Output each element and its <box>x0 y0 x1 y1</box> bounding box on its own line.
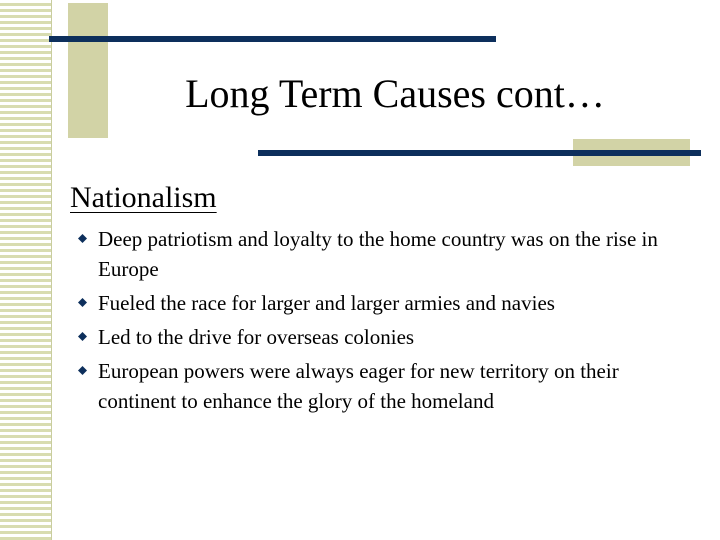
diamond-bullet-icon <box>78 234 87 243</box>
bullet-list <box>76 224 696 420</box>
bullet-text: Led to the drive for overseas colonies <box>98 325 415 349</box>
diamond-bullet-icon <box>78 366 87 375</box>
top-divider-rule <box>49 36 496 42</box>
bullet-item <box>76 322 696 352</box>
diamond-bullet-icon <box>78 298 87 307</box>
bullet-text: Deep patriotism and loyalty to the home country was on the rise in Europe <box>98 227 658 281</box>
bullet-text: Fueled the race for larger and larger armies and navies <box>98 291 555 315</box>
diamond-bullet-icon <box>78 332 87 341</box>
bullet-item <box>76 288 696 318</box>
bottom-divider-rule <box>258 150 701 156</box>
slide-title: Long Term Causes cont… <box>185 71 605 116</box>
bullet-item <box>76 224 696 284</box>
bullet-item <box>76 356 696 416</box>
top-accent-block <box>68 3 108 138</box>
bullet-text: European powers were always eager for new territory on their continent to enhance the glory of the homeland <box>98 359 619 413</box>
section-heading: Nationalism <box>70 181 217 214</box>
left-stripe-decoration <box>0 0 52 540</box>
